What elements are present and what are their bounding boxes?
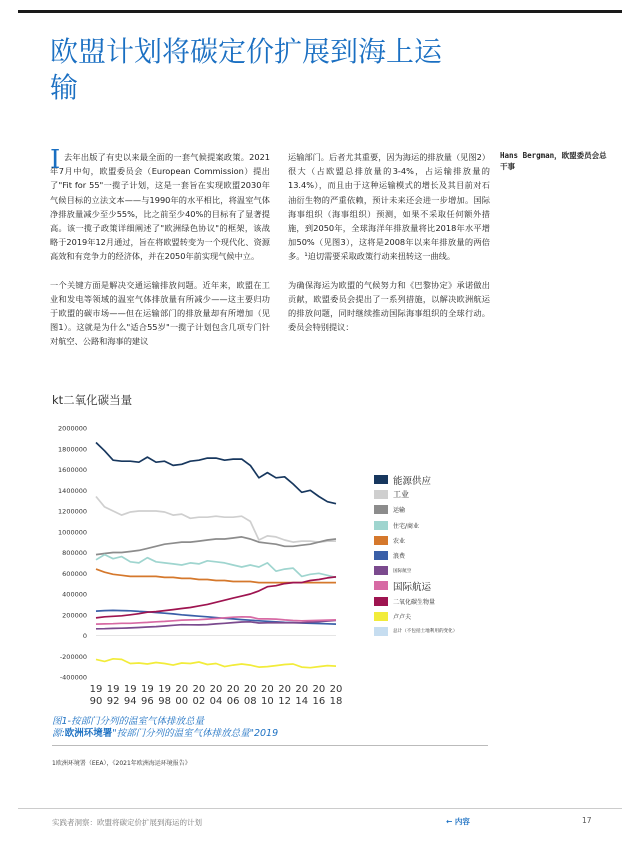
legend-label: 运输 [393,507,406,515]
x-tick-label: 20 [226,684,240,695]
back-to-contents-link[interactable]: ← 内容 [446,817,470,826]
x-tick-label: 16 [312,696,326,707]
y-tick-label: -400000 [59,673,87,682]
legend-item [374,533,494,548]
x-tick-label: 20 [209,684,223,695]
x-tick-label: 19 [141,684,154,695]
x-tick-label: 92 [106,696,120,707]
caption-title: 图1-按部门分列的温室气体排放总量 [52,716,204,727]
y-tick-label: 600000 [62,569,87,578]
legend-label: 工业 [393,490,409,500]
y-tick-label: 400000 [62,590,87,599]
legend-swatch [374,566,388,575]
legend-label: 二氧化碳生物量 [393,598,436,606]
legend-label: 能源供应 [393,475,432,487]
footer-title: 实践者洞察：欧盟将碳定价扩展到海运的计划 [52,818,202,827]
y-tick-label: -200000 [59,652,87,661]
x-tick-label: 96 [141,696,154,707]
x-tick-label: 18 [329,696,343,707]
legend-item [374,472,494,487]
x-tick-label: 14 [295,696,309,707]
paragraph: 一个关键方面是解决交通运输排放问题。近年来，欧盟在工业和发电等领域的温室气体排放量有所减少——这主要归功于欧盟的碳市场——但在运输部门的排放量却有所增加（见图1）。这就是为什么"适合55岁"一揽子计划包含几项专门针对航空、公路和海事的建议 [50,279,270,347]
x-tick-label: 20 [175,684,189,695]
legend-label: 国际航空 [393,568,412,574]
x-tick-label: 94 [123,696,137,707]
y-tick-label: 1600000 [58,466,87,474]
legend-label: 国际航运 [393,581,432,593]
x-tick-label: 06 [226,696,240,707]
divider [52,745,488,746]
legend-item [374,518,494,533]
series-line-运输 [96,537,336,555]
legend-item [374,563,494,578]
page-number: 17 [582,816,592,825]
y-tick-label: 1800000 [58,445,87,454]
x-tick-label: 19 [123,684,137,695]
title-line-1: 欧盟计划将碳定价扩展到海上运 [50,35,443,68]
legend-swatch [374,475,388,484]
legend-swatch [374,490,388,499]
x-tick-label: 08 [243,696,257,707]
series-line-国际航空 [96,620,336,628]
legend-label: 农业 [393,537,406,545]
paragraph: 去年出版了有史以来最全面的一套气候提案政策。2021年7月中旬，欧盟委员会（European Commission）提出了"Fit for 55"一揽子计划，这是一套旨在实现欧盟2030年气候目标的立法文本——与1990年的水平相比，将温室气体净排放量减少至少55%，比之前至少40%的目标有了显著提高。该一揽子政策详细阐述了"欧洲绿色协议"的框架，该战略于2019年12月通过，旨在将欧盟转变为一个现代化、资源高效和有竞争力的经济体，并在2050年前实现气候中立。 [50,152,270,262]
x-tick-label: 19 [89,684,103,695]
y-tick-label: 1400000 [58,486,87,495]
y-tick-label: 2000000 [58,424,87,433]
legend-swatch [374,536,388,545]
footer-divider [18,808,622,809]
x-tick-label: 20 [329,684,343,695]
x-tick-label: 04 [209,696,223,707]
legend-item [374,502,494,517]
legend-item [374,609,494,624]
legend-item [374,594,494,609]
x-tick-label: 20 [278,684,291,695]
x-tick-label: 20 [192,684,206,695]
legend-swatch [374,612,388,621]
author-note: Hans Bergman，欧盟委员会总干事 [500,151,607,171]
series-line-住宅/商业 [96,555,336,578]
legend-label: 卢卢夫 [393,613,412,621]
y-tick-label: 0 [82,632,87,640]
series-line-工业 [96,497,336,543]
chart-title: kt二氧化碳当量 [52,393,133,407]
x-tick-label: 19 [106,684,120,695]
y-tick-label: 1000000 [58,528,87,537]
legend-swatch [374,627,388,636]
legend-item [374,548,494,563]
x-tick-label: 19 [158,684,171,695]
caption-source: 源:欧洲环境署"按部门分列的温室气体排放总量"2019 [52,728,279,739]
x-tick-label: 20 [312,684,326,695]
legend-swatch [374,551,388,560]
chart-legend [374,472,494,639]
series-line-能源供应 [96,443,336,504]
y-tick-label: 800000 [62,549,87,557]
x-tick-label: 20 [295,684,309,695]
legend-swatch [374,581,388,590]
legend-label: 浪费 [393,553,406,561]
x-tick-label: 12 [278,696,291,707]
x-tick-label: 90 [89,696,103,707]
y-tick-label: 1200000 [58,507,87,516]
legend-item [374,624,494,639]
series-line-卢卢夫 [96,659,336,668]
legend-label: 总计（不包括土地利用的变化） [393,629,458,635]
legend-swatch [374,521,388,530]
y-tick-label: 200000 [62,611,87,620]
legend-swatch [374,505,388,514]
legend-item [374,487,494,502]
x-tick-label: 10 [261,696,274,707]
x-tick-label: 20 [243,684,257,695]
paragraph: 运输部门。后者尤其重要，因为海运的排放量（见图2）很大（占欧盟总排放量的3-4%，占运输排放量的13.4%），而且由于这种运输模式的增长及其目前对石油衍生物的严重依赖，预计未来还会进一步增加。国际海事组织（海事组织）预测，如果不采取任何额外措施，到2050年，全球海洋年排放量将比2018年水平增加50%（见图3），这将是2008年以来年排放量的两倍多。¹迫切需要采取政策行动来扭转这一曲线。 [288,152,490,262]
drop-cap: I [50,145,61,175]
figure-caption [52,716,278,740]
legend-item [374,578,494,593]
footnote: 1欧洲环境署（EEA），《2021年欧洲海运环境报告》 [52,760,191,767]
x-tick-label: 20 [261,684,274,695]
x-tick-label: 00 [175,696,189,707]
x-tick-label: 98 [158,696,171,707]
title-line-2: 输 [50,71,79,104]
legend-label: 住宅/商业 [393,522,420,530]
paragraph: 为确保海运为欧盟的气候努力和《巴黎协定》承诺做出贡献，欧盟委员会提出了一系列措施，以解决欧洲航运的排放问题，同时继续推动国际海事组织的全球行动。委员会特别提议： [288,279,490,333]
legend-swatch [374,597,388,606]
x-tick-label: 02 [192,696,206,707]
